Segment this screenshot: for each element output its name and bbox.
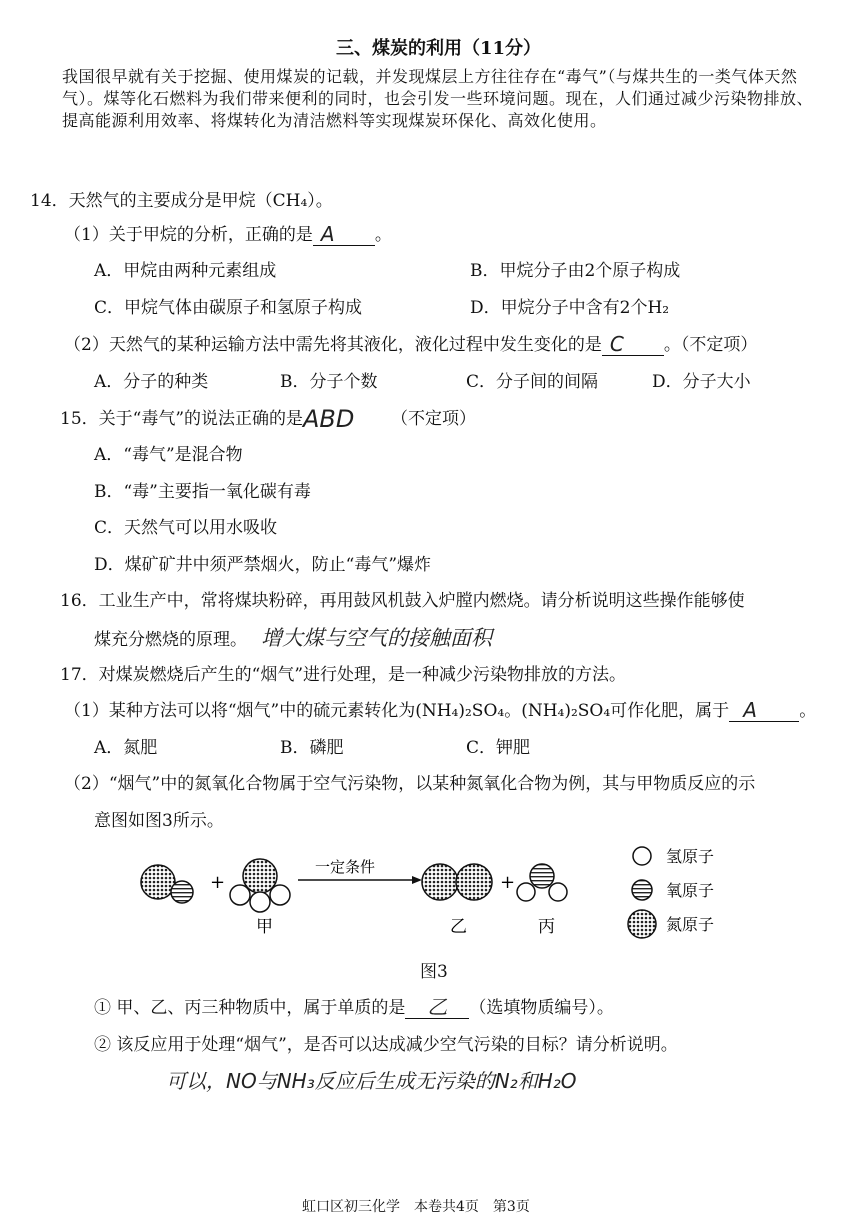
- q14-1-line: [64, 224, 392, 246]
- q15-line: [60, 405, 477, 433]
- molecule-nitrogen: [422, 864, 492, 900]
- plus-sign-1: +: [210, 872, 226, 893]
- q14-2-answer: C: [609, 332, 624, 356]
- q17-2-line2: 意图如图3所示。: [94, 811, 224, 831]
- q14-1-option-a: A．甲烷由两种元素组成: [94, 261, 277, 281]
- q17-1-answer: A: [743, 698, 757, 722]
- legend: [628, 847, 714, 938]
- q14-1-stem: （1）关于甲烷的分析，正确的是: [64, 225, 313, 245]
- reaction-arrow: [298, 876, 422, 884]
- q17-1-option-a: A．氮肥: [94, 738, 158, 758]
- page-footer: 虹口区初三化学 本卷共4页 第3页: [302, 1199, 530, 1215]
- q16-line1: 16．工业生产中，常将煤块粉碎，再用鼓风机鼓入炉膛内燃烧。请分析说明这些操作能够使: [60, 591, 745, 611]
- legend-nitrogen: 氮原子: [666, 915, 715, 934]
- q14-stem: 14．天然气的主要成分是甲烷（CH₄）。: [30, 191, 333, 211]
- q17-2-q1-end: （选填物质编号）。: [469, 998, 614, 1018]
- reaction-diagram: [120, 840, 760, 950]
- q14-2-option-c: C．分子间的间隔: [466, 372, 599, 392]
- q17-1-line: [64, 700, 816, 722]
- q14-1-option-b: B．甲烷分子由2个原子构成: [470, 261, 681, 281]
- figure-caption: 图3: [420, 962, 448, 982]
- q15-answer-blank[interactable]: [303, 405, 391, 433]
- q16-stem: 煤充分燃烧的原理。: [94, 630, 247, 650]
- q17-1-option-b: B．磷肥: [280, 738, 344, 758]
- q14-1-option-d: D．甲烷分子中含有2个H₂: [470, 298, 670, 318]
- q15-answer: ABD: [303, 405, 355, 433]
- q14-2-option-d: D．分子大小: [652, 372, 751, 392]
- q14-1-option-c: C．甲烷气体由碳原子和氢原子构成: [94, 298, 363, 318]
- q15-stem: 15．关于“毒气”的说法正确的是: [60, 409, 304, 429]
- legend-hydrogen-icon: [633, 847, 651, 865]
- q17-2-q2-stem: ② 该反应用于处理“烟气”，是否可以达成减少空气污染的目标？请分析说明。: [94, 1035, 678, 1055]
- q17-2-line1: （2）“烟气”中的氮氧化合物属于空气污染物，以某种氮氧化合物为例，其与甲物质反应的示: [64, 774, 756, 794]
- molecule-ammonia: [230, 859, 290, 912]
- q16-answer[interactable]: 增大煤与空气的接触面积: [261, 626, 492, 650]
- legend-oxygen-icon: [632, 880, 652, 900]
- q17-2-q1-line: [94, 997, 614, 1019]
- q17-1-end: 。: [799, 701, 817, 721]
- molecule-water: [517, 864, 567, 901]
- reaction-condition: 一定条件: [315, 858, 376, 876]
- q17-1-stem: （1）某种方法可以将“烟气”中的硫元素转化为(NH₄)₂SO₄。(NH₄)₂SO₄可作化肥，属于: [64, 701, 730, 721]
- q17-2-q2-answer[interactable]: 可以，NO与NH₃反应后生成无污染的N₂和H₂O: [166, 1069, 577, 1093]
- q17-stem: 17．对煤炭燃烧后产生的“烟气”进行处理，是一种减少污染物排放的方法。: [60, 665, 627, 685]
- q17-2-q1-answer: 乙: [427, 995, 448, 1019]
- q14-1-answer-blank[interactable]: [313, 222, 375, 246]
- q17-1-option-c: C．钾肥: [466, 738, 531, 758]
- q15-option-c: C．天然气可以用水吸收: [94, 518, 278, 538]
- legend-nitrogen-icon: [628, 910, 656, 938]
- q14-1-answer: A: [320, 222, 335, 246]
- q14-2-stem: （2）天然气的某种运输方法中需先将其液化，液化过程中发生变化的是: [64, 335, 602, 355]
- q17-2-q1-answer-blank[interactable]: [405, 995, 469, 1019]
- molecule-nitric-oxide: [141, 865, 193, 903]
- q15-end: （不定项）: [391, 409, 477, 429]
- plus-sign-2: +: [500, 872, 516, 893]
- q16-line2: [94, 627, 492, 651]
- q14-2-line: [64, 334, 757, 356]
- q15-option-b: B．“毒”主要指一氧化碳有毒: [94, 482, 311, 502]
- q17-1-answer-blank[interactable]: [729, 698, 799, 722]
- q14-2-option-b: B．分子个数: [280, 372, 378, 392]
- q14-2-option-a: A．分子的种类: [94, 372, 209, 392]
- q15-option-a: A．“毒气”是混合物: [94, 445, 243, 465]
- q17-2-q1-stem: ① 甲、乙、丙三种物质中，属于单质的是: [94, 998, 406, 1018]
- label-yi: 乙: [450, 917, 467, 937]
- intro-paragraph: 我国很早就有关于挖掘、使用煤炭的记载，并发现煤层上方往往存在“毒气”（与煤共生的一类气体天然气）。煤等化石燃料为我们带来便利的同时，也会引发一些环境问题。现在，人们通过减少污染物排放、提高能源利用效率、将煤转化为清洁燃料等实现煤炭环保化、高效化使用。: [62, 67, 814, 130]
- label-bing: 丙: [538, 917, 555, 937]
- section-title: 三、煤炭的利用（11分）: [336, 38, 542, 59]
- q15-option-d: D．煤矿矿井中须严禁烟火，防止“毒气”爆炸: [94, 555, 432, 575]
- q14-2-end: 。（不定项）: [663, 335, 758, 355]
- q14-2-answer-blank[interactable]: [602, 332, 664, 356]
- q14-1-end: 。: [374, 225, 392, 245]
- legend-oxygen: 氧原子: [666, 881, 715, 900]
- label-jia: 甲: [256, 917, 273, 937]
- legend-hydrogen: 氢原子: [666, 847, 715, 866]
